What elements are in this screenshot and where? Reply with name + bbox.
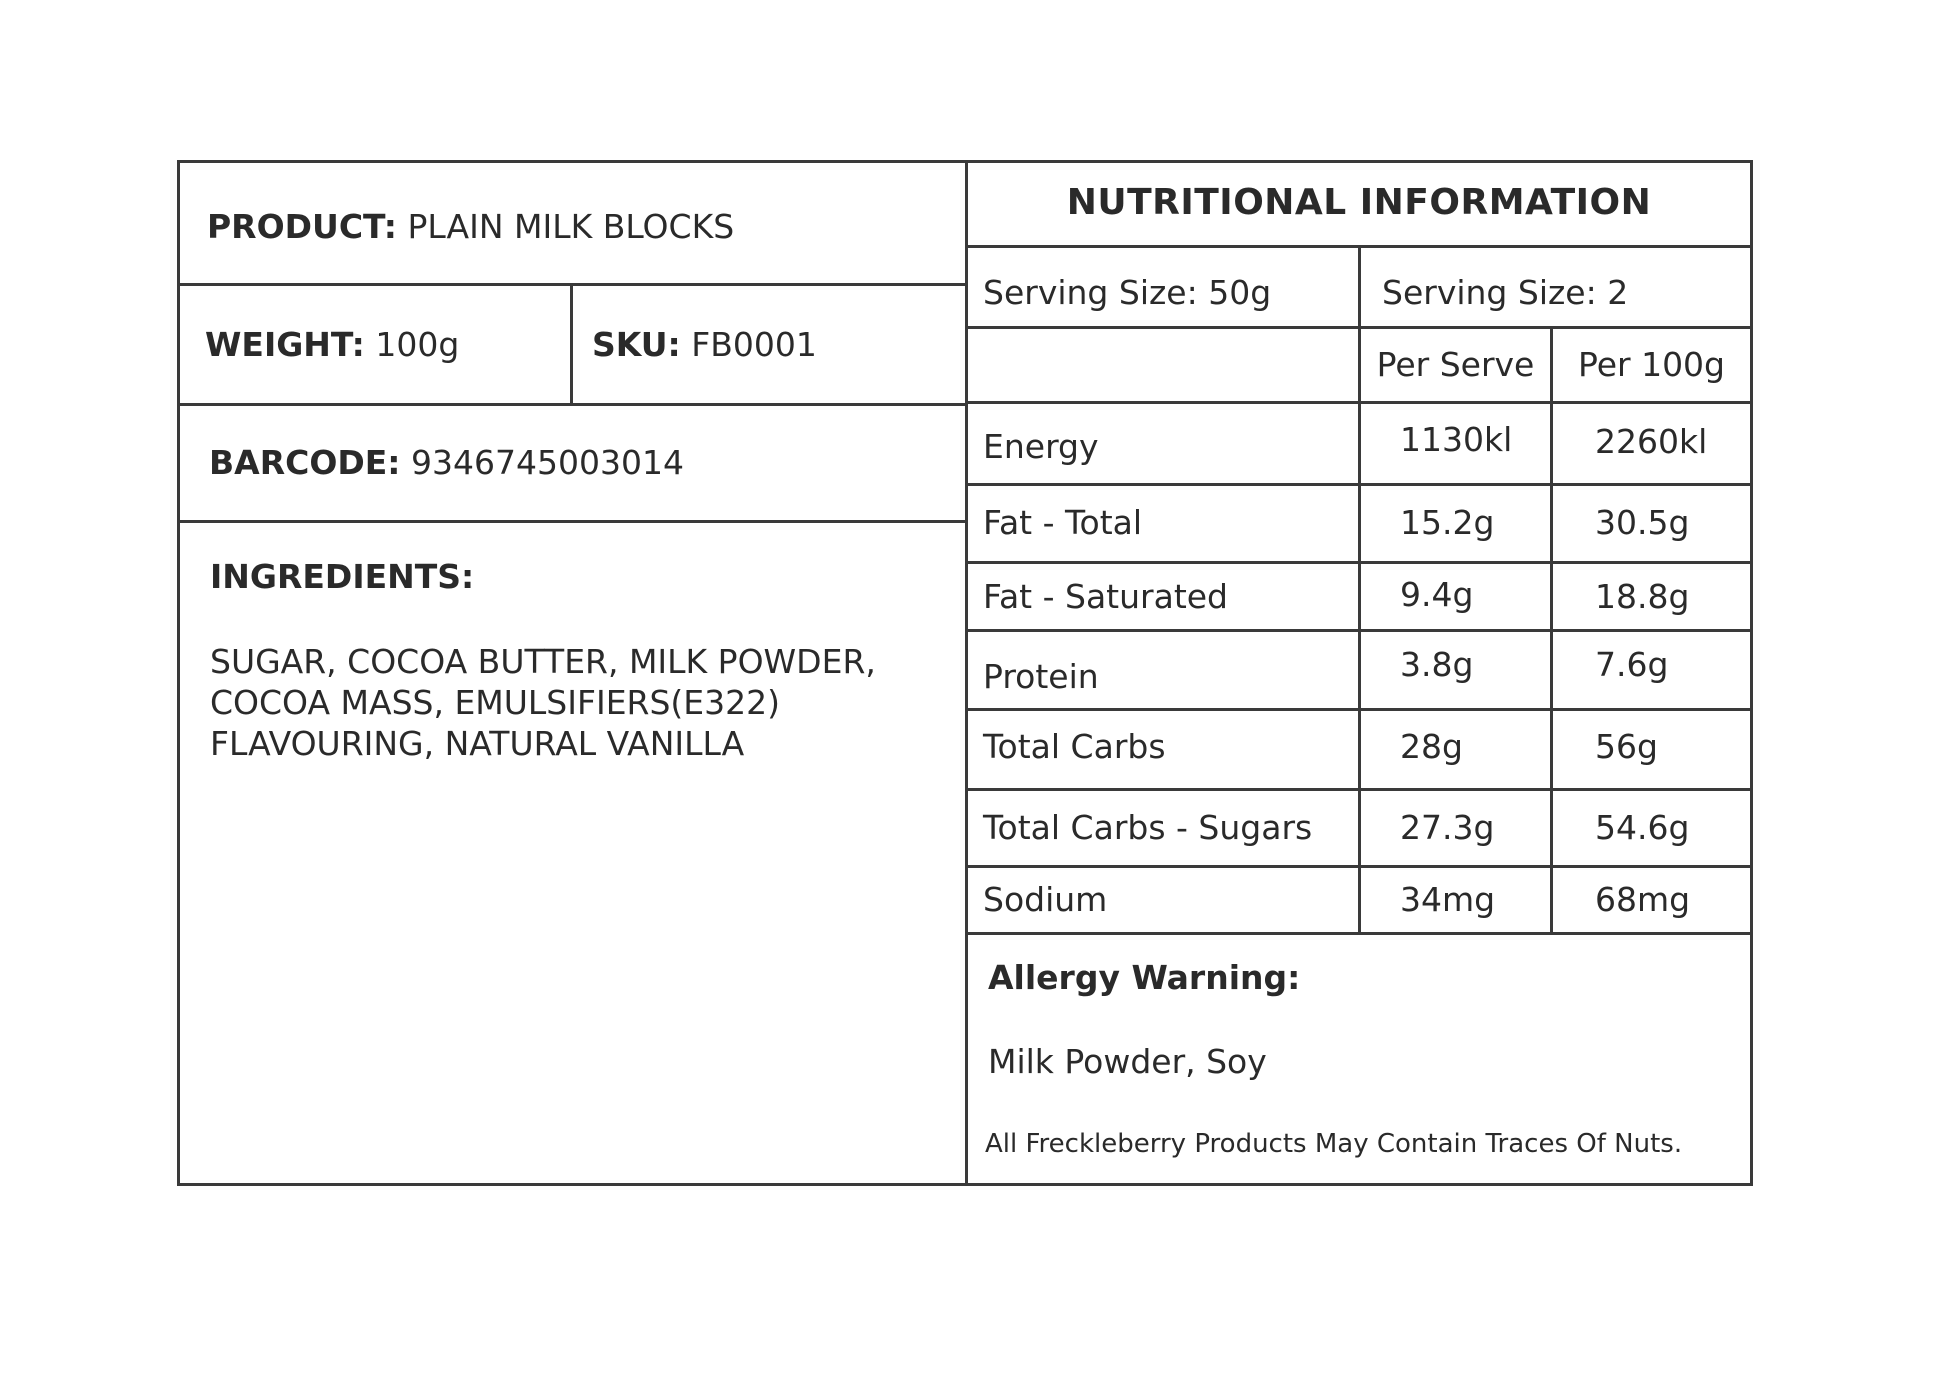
nutrient-per-100g: 30.5g bbox=[1595, 503, 1690, 542]
weight-sku-divider bbox=[570, 283, 573, 403]
nutrient-name: Fat - Saturated bbox=[983, 577, 1229, 616]
serving-size-value-2: 2 bbox=[1607, 273, 1629, 312]
left-divider-3 bbox=[180, 520, 965, 523]
nutrition-title: NUTRITIONAL INFORMATION bbox=[1066, 182, 1652, 223]
nutrient-per-100g: 68mg bbox=[1595, 880, 1691, 919]
nutrient-per-serve: 3.8g bbox=[1400, 645, 1474, 684]
ingredients-line: COCOA MASS, EMULSIFIERS(E322) bbox=[210, 683, 781, 722]
allergy-warning-heading: Allergy Warning: bbox=[988, 958, 1301, 997]
sku-line bbox=[592, 325, 817, 364]
product-label: PRODUCT: bbox=[207, 207, 397, 246]
product-label-card bbox=[177, 160, 1753, 1186]
ingredients-line: FLAVOURING, NATURAL VANILLA bbox=[210, 724, 745, 763]
serving-size-value-1: 50g bbox=[1208, 273, 1272, 312]
nutrient-per-100g: 7.6g bbox=[1595, 645, 1669, 684]
column-header-per-100g: Per 100g bbox=[1577, 345, 1726, 384]
nutrient-per-100g: 18.8g bbox=[1595, 577, 1690, 616]
column-header-per-serve: Per Serve bbox=[1376, 345, 1535, 384]
serving-size-label-2: Serving Size: bbox=[1382, 273, 1597, 312]
ingredients-heading: INGREDIENTS: bbox=[210, 557, 475, 596]
allergy-warning-value: Milk Powder, Soy bbox=[988, 1042, 1267, 1081]
barcode-value: 9346745003014 bbox=[411, 443, 684, 482]
product-value: PLAIN MILK BLOCKS bbox=[407, 207, 735, 246]
nutrient-per-100g: 56g bbox=[1595, 727, 1658, 766]
nutrient-per-serve: 27.3g bbox=[1400, 808, 1495, 847]
nutrient-name: Total Carbs - Sugars bbox=[983, 808, 1313, 847]
nutrient-per-serve: 28g bbox=[1400, 727, 1463, 766]
sku-label: SKU: bbox=[592, 325, 681, 364]
left-divider-2 bbox=[180, 403, 965, 406]
nutrient-name: Fat - Total bbox=[983, 503, 1143, 542]
barcode-label: BARCODE: bbox=[209, 443, 401, 482]
nutrient-name: Protein bbox=[983, 657, 1099, 696]
ingredients-list bbox=[210, 641, 950, 764]
nutrient-per-100g: 54.6g bbox=[1595, 808, 1690, 847]
product-line bbox=[207, 207, 735, 246]
nutrient-per-serve: 34mg bbox=[1400, 880, 1496, 919]
weight-label: WEIGHT: bbox=[205, 325, 365, 364]
allergy-trace-note: All Freckleberry Products May Contain Traces Of Nuts. bbox=[985, 1129, 1683, 1159]
serving-size-2 bbox=[1382, 273, 1629, 312]
serving-size-1 bbox=[983, 273, 1272, 312]
nutrient-per-100g: 2260kl bbox=[1595, 422, 1708, 461]
barcode-line bbox=[209, 443, 684, 482]
nutrient-per-serve: 1130kl bbox=[1400, 420, 1513, 459]
nutrient-name: Energy bbox=[983, 427, 1099, 466]
nutrition-divider-row-7 bbox=[965, 932, 1750, 935]
serving-size-label-1: Serving Size: bbox=[983, 273, 1198, 312]
nutrient-name: Total Carbs bbox=[983, 727, 1166, 766]
center-divider bbox=[965, 163, 968, 1183]
weight-line bbox=[205, 325, 460, 364]
nutrient-per-serve: 9.4g bbox=[1400, 575, 1474, 614]
weight-value: 100g bbox=[375, 325, 460, 364]
ingredients-line: SUGAR, COCOA BUTTER, MILK POWDER, bbox=[210, 642, 876, 681]
nutrition-column-divider-2 bbox=[1550, 326, 1553, 932]
sku-value: FB0001 bbox=[691, 325, 817, 364]
nutrient-name: Sodium bbox=[983, 880, 1108, 919]
nutrient-per-serve: 15.2g bbox=[1400, 503, 1495, 542]
